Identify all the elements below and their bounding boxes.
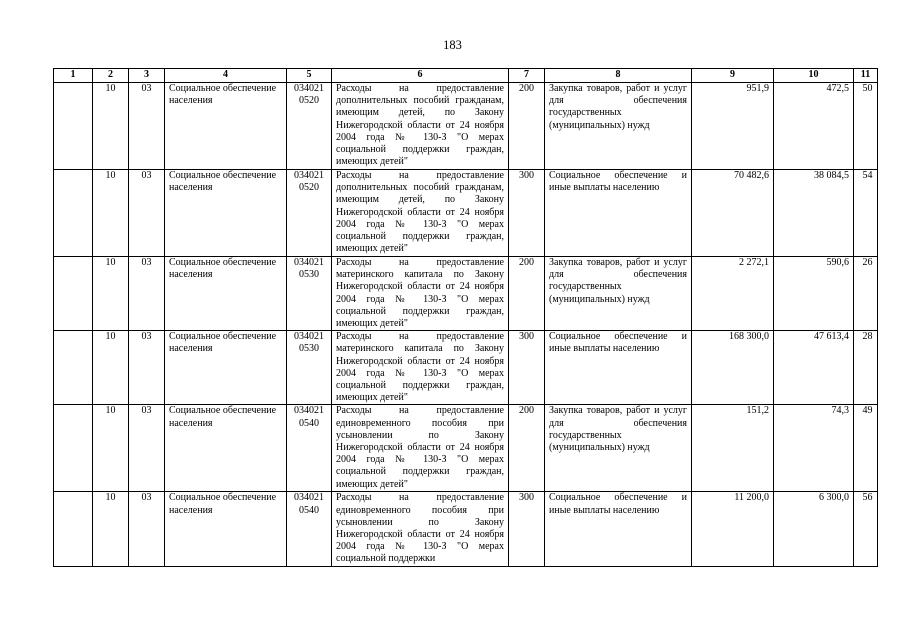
cell-section-name: Социальное обеспечение населения	[165, 83, 287, 170]
expense-description-text: Расходы на предоставление единовременного пособия при усыновлении по Закону Нижегородской области от 24 ноября 2004 года № 130-З "О мерах социальной поддержки	[336, 492, 504, 565]
cell-empty	[54, 257, 93, 331]
column-header: 9	[692, 69, 774, 83]
cell-subsection: 03	[129, 83, 165, 170]
column-header: 1	[54, 69, 93, 83]
expense-description-text: Расходы на предоставление материнского капитала по Закону Нижегородской области от 24 ноября 2004 года № 130-З "О мерах социальной поддержки граждан, имеющих детей"	[336, 257, 504, 330]
budget-table	[53, 68, 878, 567]
cell-section: 10	[93, 492, 129, 567]
cell-expense-type-code: 300	[509, 492, 545, 567]
cell-expense-type-name	[545, 405, 692, 492]
cell-subsection: 03	[129, 492, 165, 567]
cell-expense-type-name	[545, 331, 692, 405]
cell-target-code: 034021 0520	[287, 170, 332, 257]
cell-subsection: 03	[129, 331, 165, 405]
column-header: 6	[332, 69, 509, 83]
cell-target-code: 034021 0540	[287, 405, 332, 492]
cell-expense-type-name	[545, 83, 692, 170]
table-row	[54, 331, 878, 405]
cell-expense-type-name	[545, 170, 692, 257]
table-row	[54, 170, 878, 257]
column-header: 10	[774, 69, 854, 83]
cell-section-name: Социальное обеспечение населения	[165, 170, 287, 257]
cell-section: 10	[93, 331, 129, 405]
cell-subsection: 03	[129, 257, 165, 331]
cell-expense-type-code: 300	[509, 331, 545, 405]
cell-section: 10	[93, 83, 129, 170]
column-header: 11	[854, 69, 878, 83]
cell-target-code: 034021 0530	[287, 331, 332, 405]
cell-executed-amount: 38 084,5	[774, 170, 854, 257]
cell-expense-type-code: 300	[509, 170, 545, 257]
expense-type-text: Закупка товаров, работ и услуг для обеспечения государственных (муниципальных) нужд	[549, 257, 687, 305]
column-header: 2	[93, 69, 129, 83]
expense-type-text: Социальное обеспечение и иные выплаты населению	[549, 492, 687, 516]
cell-percent: 50	[854, 83, 878, 170]
cell-executed-amount: 47 613,4	[774, 331, 854, 405]
cell-subsection: 03	[129, 405, 165, 492]
cell-percent: 26	[854, 257, 878, 331]
cell-planned-amount: 168 300,0	[692, 331, 774, 405]
cell-executed-amount: 590,6	[774, 257, 854, 331]
column-header: 3	[129, 69, 165, 83]
cell-expense-description	[332, 257, 509, 331]
cell-section: 10	[93, 257, 129, 331]
cell-planned-amount: 2 272,1	[692, 257, 774, 331]
table-header-row	[54, 69, 878, 83]
cell-executed-amount: 472,5	[774, 83, 854, 170]
cell-expense-type-code: 200	[509, 83, 545, 170]
cell-section-name: Социальное обеспечение населения	[165, 405, 287, 492]
cell-planned-amount: 11 200,0	[692, 492, 774, 567]
cell-expense-type-name	[545, 257, 692, 331]
cell-planned-amount: 951,9	[692, 83, 774, 170]
cell-planned-amount: 70 482,6	[692, 170, 774, 257]
table-row	[54, 83, 878, 170]
cell-expense-description	[332, 492, 509, 567]
cell-percent: 49	[854, 405, 878, 492]
cell-section-name: Социальное обеспечение населения	[165, 492, 287, 567]
expense-type-text: Социальное обеспечение и иные выплаты населению	[549, 170, 687, 194]
cell-section: 10	[93, 170, 129, 257]
cell-subsection: 03	[129, 170, 165, 257]
table-row	[54, 492, 878, 567]
cell-percent: 54	[854, 170, 878, 257]
cell-expense-description	[332, 170, 509, 257]
expense-description-text: Расходы на предоставление материнского капитала по Закону Нижегородской области от 24 ноября 2004 года № 130-З "О мерах социальной поддержки граждан, имеющих детей"	[336, 331, 504, 404]
cell-expense-type-code: 200	[509, 257, 545, 331]
table-row	[54, 257, 878, 331]
cell-expense-type-code: 200	[509, 405, 545, 492]
cell-planned-amount: 151,2	[692, 405, 774, 492]
cell-section-name: Социальное обеспечение населения	[165, 331, 287, 405]
expense-description-text: Расходы на предоставление дополнительных пособий гражданам, имеющим детей, по Закону Нижегородской области от 24 ноября 2004 года № 130-З "О мерах социальной поддержки граждан, имеющих детей"	[336, 83, 504, 168]
cell-executed-amount: 74,3	[774, 405, 854, 492]
cell-expense-type-name	[545, 492, 692, 567]
cell-executed-amount: 6 300,0	[774, 492, 854, 567]
cell-expense-description	[332, 331, 509, 405]
expense-description-text: Расходы на предоставление дополнительных пособий гражданам, имеющим детей, по Закону Нижегородской области от 24 ноября 2004 года № 130-З "О мерах социальной поддержки граждан, имеющих детей"	[336, 170, 504, 255]
column-header: 7	[509, 69, 545, 83]
expense-type-text: Закупка товаров, работ и услуг для обеспечения государственных (муниципальных) нужд	[549, 405, 687, 454]
cell-empty	[54, 405, 93, 492]
column-header: 4	[165, 69, 287, 83]
cell-percent: 28	[854, 331, 878, 405]
column-header: 5	[287, 69, 332, 83]
cell-section-name: Социальное обеспечение населения	[165, 257, 287, 331]
expense-type-text: Социальное обеспечение и иные выплаты населению	[549, 331, 687, 355]
cell-target-code: 034021 0520	[287, 83, 332, 170]
column-header: 8	[545, 69, 692, 83]
cell-empty	[54, 331, 93, 405]
table-row	[54, 405, 878, 492]
cell-percent: 56	[854, 492, 878, 567]
cell-target-code: 034021 0530	[287, 257, 332, 331]
expense-description-text: Расходы на предоставление единовременного пособия при усыновлении по Закону Нижегородской области от 24 ноября 2004 года № 130-З "О мерах социальной поддержки граждан, имеющих детей"	[336, 405, 504, 490]
cell-target-code: 034021 0540	[287, 492, 332, 567]
cell-section: 10	[93, 405, 129, 492]
cell-empty	[54, 83, 93, 170]
cell-empty	[54, 170, 93, 257]
page-number: 183	[443, 38, 462, 52]
cell-expense-description	[332, 83, 509, 170]
cell-empty	[54, 492, 93, 567]
cell-expense-description	[332, 405, 509, 492]
expense-type-text: Закупка товаров, работ и услуг для обеспечения государственных (муниципальных) нужд	[549, 83, 687, 131]
